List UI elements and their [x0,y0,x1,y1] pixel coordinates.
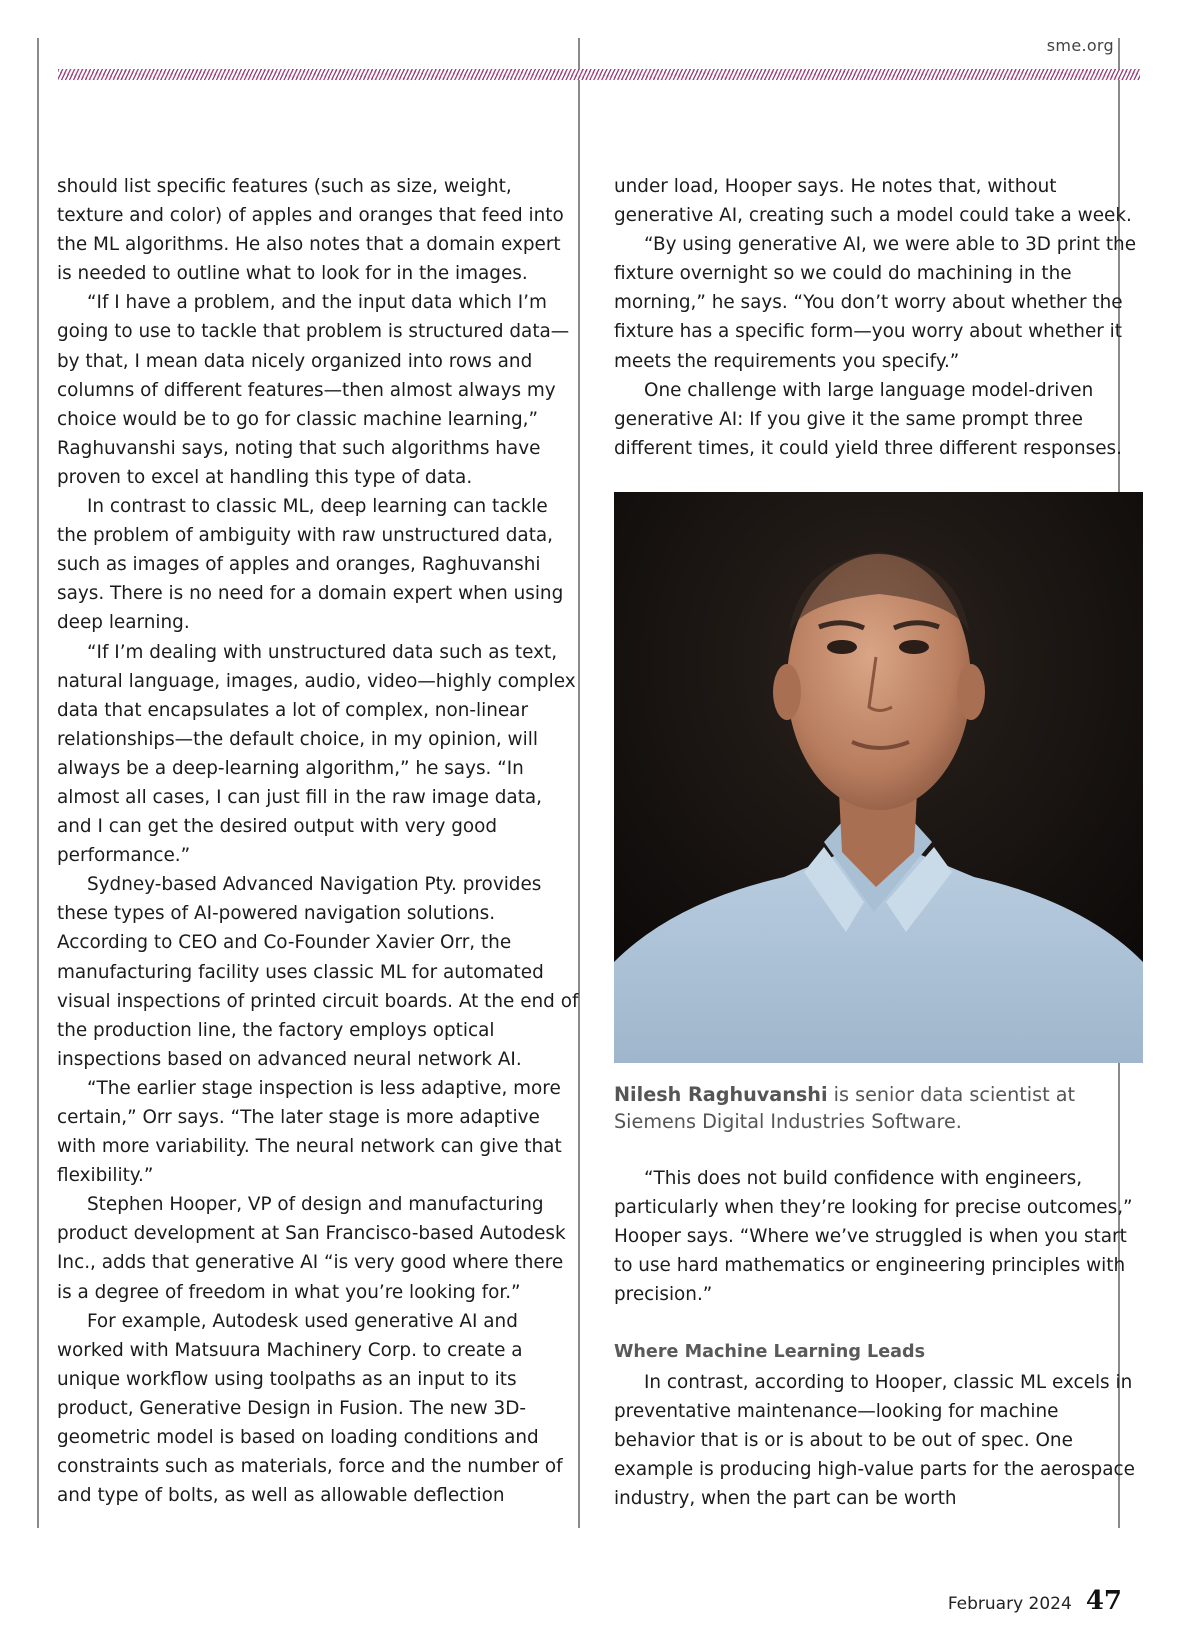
paragraph: “By using generative AI, we were able to 3D print the fixture overnight so we could do machining in the morning,” he says. “You don’t worry about whether the fixture has a specific form—you worry about whether it meets the requirements you specify.” [614,234,1137,372]
paragraph: “The earlier stage inspection is less adaptive, more certain,” Orr says. “The later stage is more adaptive with more variability. The neural network can give that flexibility.” [57,1077,562,1187]
paragraph: Sydney-based Advanced Navigation Pty. provides these types of AI-powered navigation solutions. According to CEO and Co-Founder Xavier Orr, the manufacturing facility uses classic ML for automated visual inspections of printed circuit boards. At the end of the production line, the factory employs optical inspections based on advanced neural network AI. [57,874,579,1070]
issue-date: February 2024 [947,1594,1072,1614]
portrait-icon [614,492,1143,1063]
paragraph: “This does not build confidence with engineers, particularly when they’re looking for precise outcomes,” Hooper says. “Where we’ve struggled is when you start to use hard mathematics or engineering principles with precision.” [614,1167,1133,1306]
paragraph: “If I’m dealing with unstructured data such as text, natural language, images, audio, video—highly complex data that encapsulates a lot of complex, non-linear relationships—the default choice, in my opinion, will always be a deep-learning algorithm,” he says. “In almost all cases, I can just fill in the raw image data, and I can get the desired output with very good performance.” [57,641,576,867]
paragraph: Stephen Hooper, VP of design and manufacturing product development at San Francisco-based Autodesk Inc., adds that generative AI “is very good where there is a degree of freedom in what you’re looking for.” [57,1194,566,1303]
paragraph: should list specific features (such as size, weight, texture and color) of apples and oranges that feed into the ML algorithms. He also notes that a domain expert is needed to outline what to look for in the images. [57,176,564,285]
paragraph: under load, Hooper says. He notes that, without generative AI, creating such a model could take a week. [614,176,1132,227]
portrait-photo [614,492,1143,1063]
paragraph: “If I have a problem, and the input data which I’m going to use to tackle that problem is structured data—by that, I mean data nicely organized into rows and columns of different features—then almost always my choice would be to go for classic machine learning,” Raghuvanshi says, noting that such algorithms have proven to excel at handling this type of data. [57,292,570,488]
paragraph: One challenge with large language model-driven generative AI: If you give it the same prompt three different times, it could yield three different responses. [614,379,1122,459]
left-page-rule [37,38,39,1528]
caption-text: is senior data scientist at Siemens Digital Industries Software. [614,1082,1076,1133]
paragraph: In contrast to classic ML, deep learning can tackle the problem of ambiguity with raw unstructured data, such as images of apples and oranges, Raghuvanshi says. There is no need for a domain expert when using deep learning. [57,496,564,634]
photo-caption [614,1081,1144,1135]
page-footer [948,1586,1122,1616]
paragraph: In contrast, according to Hooper, classic ML excels in preventative maintenance—looking for machine behavior that is or is about to be out of spec. One example is producing high-value parts for the aerospace industry, when the part can be worth [614,1371,1135,1509]
page-number: 47 [1085,1586,1122,1616]
section-subhead: Where Machine Learning Leads [614,1342,926,1363]
site-url[interactable]: sme.org [1046,36,1114,55]
paragraph: For example, Autodesk used generative AI and worked with Matsuura Machinery Corp. to create a unique workflow using toolpaths as an input to its product, Generative Design in Fusion. The new 3D-geometric model is based on loading conditions and constraints such as materials, force and the number of and type of bolts, as well as allowable deflection [57,1310,563,1507]
left-column [57,172,579,1510]
header-hatch-band [58,69,1140,80]
caption-name: Nilesh Raghuvanshi [614,1082,828,1106]
right-column [614,172,1144,1513]
